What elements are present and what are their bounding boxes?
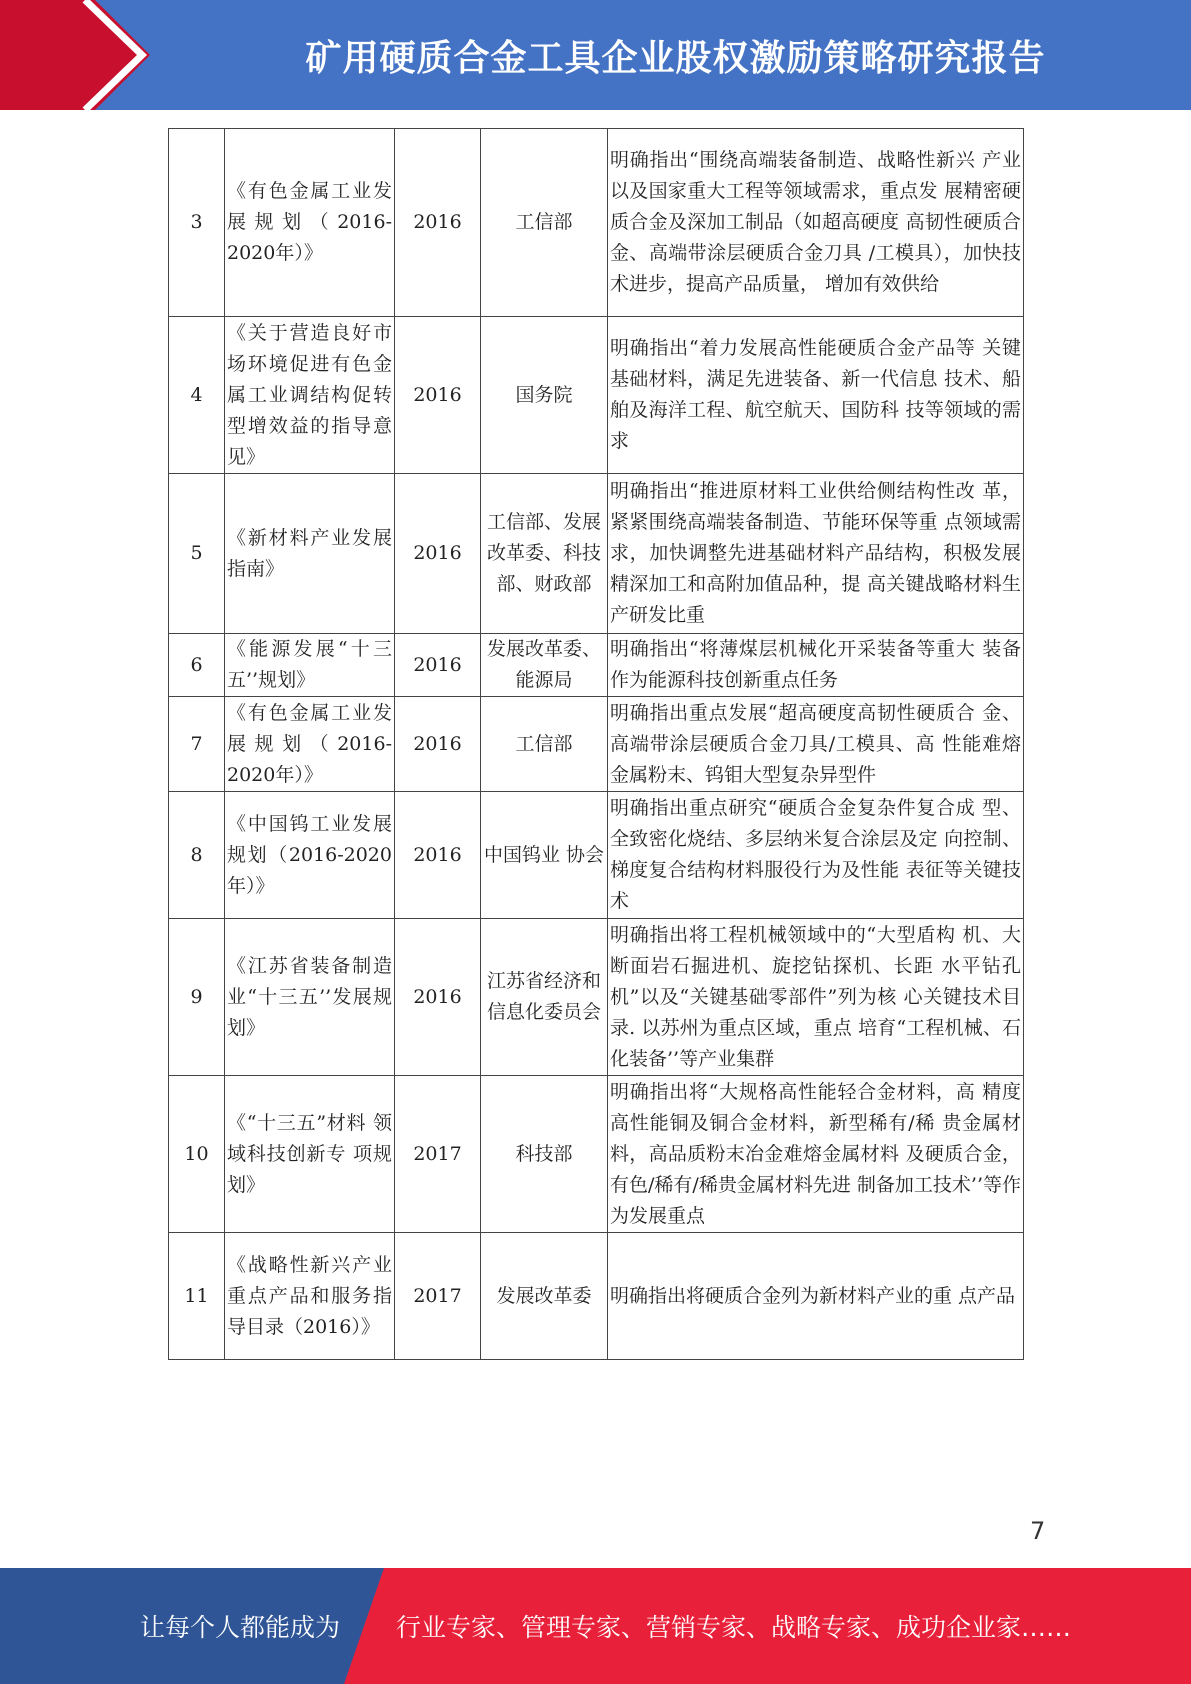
footer-slogan-right: 行业专家、管理专家、营销专家、战略专家、成功企业家…… [396, 1613, 1072, 1642]
row-number-cell: 4 [169, 317, 225, 474]
table-row [169, 792, 1024, 919]
policy-year-cell: 2016 [395, 634, 481, 697]
table-row [169, 474, 1024, 634]
policy-year-cell: 2016 [395, 697, 481, 792]
page-header [0, 0, 1191, 110]
policy-name-cell: 《新材料产业发展指南》 [225, 474, 395, 634]
policy-department-cell: 发展改革委、能源局 [481, 634, 608, 697]
policy-name-cell: 《战略性新兴产业重点产品和服务指导目录（2016）》 [225, 1233, 395, 1360]
policy-name-cell: 《“十三五”材料 领域科技创新专 项规划》 [225, 1076, 395, 1233]
policy-content-cell: 明确指出重点研究“硬质合金复杂件复合成 型、全致密化烧结、多层纳米复合涂层及定 向控制、梯度复合结构材料服役行为及性能 表征等关键技术 [608, 792, 1024, 919]
table-row [169, 1233, 1024, 1360]
policy-year-cell: 2017 [395, 1076, 481, 1233]
table-row [169, 317, 1024, 474]
table-row [169, 634, 1024, 697]
policy-name-cell: 《有色金属工业发展规划（2016-2020年）》 [225, 129, 395, 317]
policy-department-cell: 中国钨业 协会 [481, 792, 608, 919]
header-chevron-decoration [0, 0, 170, 110]
table-row [169, 919, 1024, 1076]
policy-year-cell: 2016 [395, 317, 481, 474]
row-number-cell: 9 [169, 919, 225, 1076]
policy-year-cell: 2016 [395, 792, 481, 919]
row-number-cell: 8 [169, 792, 225, 919]
policy-year-cell: 2017 [395, 1233, 481, 1360]
page-number: 7 [1030, 1517, 1046, 1545]
policy-content-cell: 明确指出将“大规格高性能轻合金材料，高 精度高性能铜及铜合金材料，新型稀有/稀 贵金属材料，高品质粉末冶金难熔金属材料 及硬质合金，有色/稀有/稀贵金属材料先进 制备加工技术’’等作为发展重点 [608, 1076, 1024, 1233]
policy-name-cell: 《有色金属工业发展规划（2016-2020年）》 [225, 697, 395, 792]
policy-content-cell: 明确指出将硬质合金列为新材料产业的重 点产品 [608, 1233, 1024, 1360]
policy-name-cell: 《能源发展“十三五’’规划》 [225, 634, 395, 697]
policy-department-cell: 工信部、发展改革委、科技部、财政部 [481, 474, 608, 634]
policy-year-cell: 2016 [395, 919, 481, 1076]
policy-year-cell: 2016 [395, 129, 481, 317]
policy-content-cell: 明确指出“将薄煤层机械化开采装备等重大 装备作为能源科技创新重点任务 [608, 634, 1024, 697]
policy-department-cell: 国务院 [481, 317, 608, 474]
policy-content-cell: 明确指出“着力发展高性能硬质合金产品等 关键基础材料，满足先进装备、新一代信息 技术、船舶及海洋工程、航空航天、国防科 技等领域的需求 [608, 317, 1024, 474]
row-number-cell: 11 [169, 1233, 225, 1360]
policy-name-cell: 《关于营造良好市场环境促进有色金属工业调结构促转型增效益的指导意见》 [225, 317, 395, 474]
footer-slogan-left: 让每个人都能成为 [140, 1613, 341, 1642]
report-title: 矿用硬质合金工具企业股权激励策略研究报告 [305, 37, 1046, 79]
policy-table-container [168, 128, 1024, 1361]
row-number-cell: 7 [169, 697, 225, 792]
policy-department-cell: 发展改革委 [481, 1233, 608, 1360]
policy-year-cell: 2016 [395, 474, 481, 634]
policy-name-cell: 《江苏省装备制造业“十三五’’发展规划》 [225, 919, 395, 1076]
row-number-cell: 10 [169, 1076, 225, 1233]
policy-name-cell: 《中国钨工业发展规划（2016-2020年）》 [225, 792, 395, 919]
policy-department-cell: 江苏省经济和信息化委员会 [481, 919, 608, 1076]
row-number-cell: 5 [169, 474, 225, 634]
policy-table-body [169, 129, 1024, 1360]
table-row [169, 697, 1024, 792]
row-number-cell: 6 [169, 634, 225, 697]
row-number-cell: 3 [169, 129, 225, 317]
policy-content-cell: 明确指出“推进原材料工业供给侧结构性改 革，紧紧围绕高端装备制造、节能环保等重 点领域需求，加快调整先进基础材料产品结构，积极发展精深加工和高附加值品种，提 高关键战略材料生产研发比重 [608, 474, 1024, 634]
table-row [169, 129, 1024, 317]
policy-department-cell: 工信部 [481, 129, 608, 317]
policy-content-cell: 明确指出重点发展“超高硬度高韧性硬质合 金、高端带涂层硬质合金刀具/工模具、高 性能难熔金属粉末、钨钼大型复杂异型件 [608, 697, 1024, 792]
policy-department-cell: 工信部 [481, 697, 608, 792]
page-footer [0, 1568, 1191, 1684]
policy-content-cell: 明确指出“围绕高端装备制造、战略性新兴 产业以及国家重大工程等领域需求，重点发 展精密硬质合金及深加工制品（如超高硬度 高韧性硬质合金、高端带涂层硬质合金刀具 /工模具），加快技术进步，提高产品质量， 增加有效供给 [608, 129, 1024, 317]
policy-content-cell: 明确指出将工程机械领域中的“大型盾构 机、大断面岩石掘进机、旋挖钻探机、长距 水平钻孔机”以及“关键基础零部件”列为核 心关键技术目录. 以苏州为重点区域，重点 培育“工程机械、石化装备’’等产业集群 [608, 919, 1024, 1076]
policy-table [168, 128, 1024, 1360]
policy-department-cell: 科技部 [481, 1076, 608, 1233]
table-row [169, 1076, 1024, 1233]
